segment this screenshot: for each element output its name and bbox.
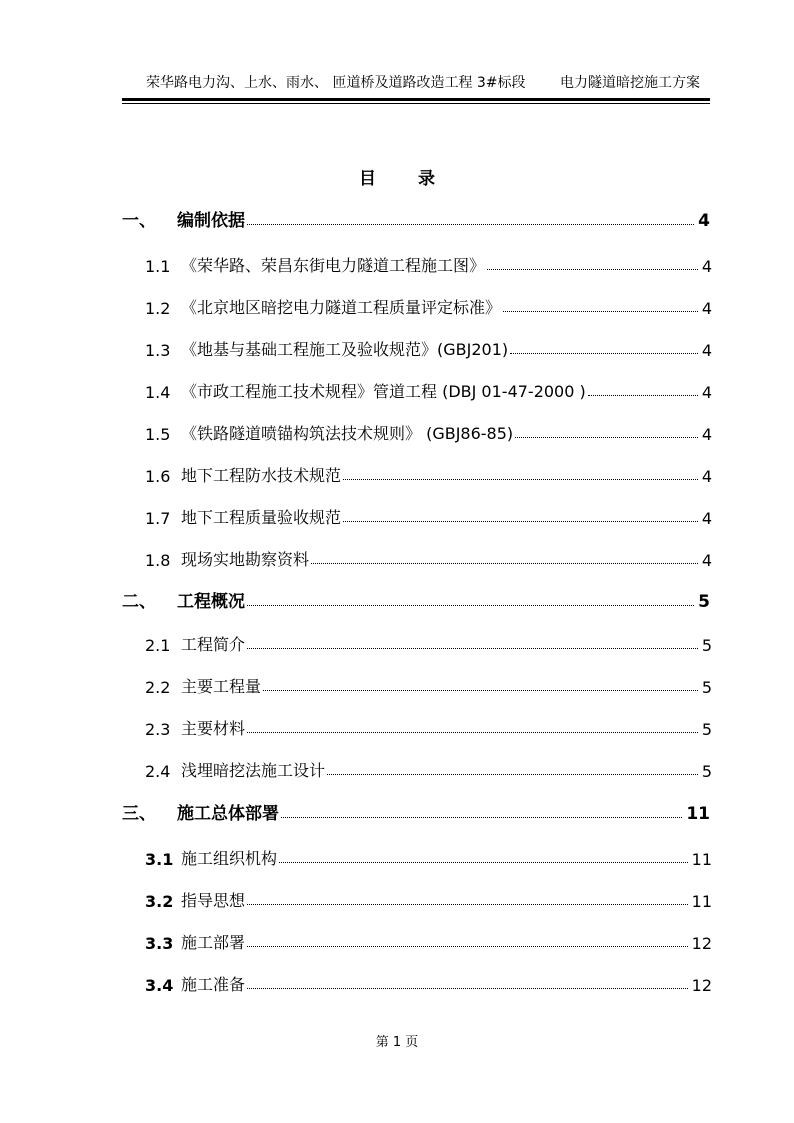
toc-entry-1-6[interactable]	[145, 462, 712, 486]
toc-entry-page: 5	[698, 592, 710, 612]
toc-entry-number: 一、	[122, 211, 156, 231]
toc-entry-title: 《铁路隧道喷锚构筑法技术规则》 (GBJ86-85)	[181, 424, 514, 443]
toc-entry-chapter-3[interactable]	[122, 800, 710, 824]
toc-leader-dots	[247, 732, 698, 733]
toc-entry-title: 《市政工程施工技术规程》管道工程 (DBJ 01-47-2000 )	[181, 382, 586, 401]
toc-entry-2-4[interactable]	[145, 757, 712, 781]
toc-entry-title: 《北京地区暗挖电力隧道工程质量评定标准》	[181, 298, 502, 317]
toc-entry-number: 3.1	[145, 850, 174, 869]
toc-entry-3-3[interactable]	[145, 929, 712, 953]
toc-leader-dots	[281, 817, 682, 818]
toc-entry-chapter-1[interactable]	[122, 207, 710, 231]
toc-entry-title: 地下工程防水技术规范	[181, 466, 342, 485]
header-project-name: 荣华路电力沟、上水、雨水、 匝道桥及道路改造工程 3#标段	[146, 75, 526, 91]
toc-entry-page: 11	[686, 804, 710, 824]
toc-entry-title: 地下工程质量验收规范	[181, 508, 342, 527]
toc-entry-page: 4	[701, 425, 712, 444]
page-header	[122, 72, 710, 92]
toc-entry-number: 2.4	[145, 762, 171, 781]
toc-entry-number: 三、	[122, 804, 156, 824]
toc-leader-dots	[343, 479, 698, 480]
toc-entry-page: 5	[701, 762, 712, 781]
toc-leader-dots	[327, 774, 698, 775]
toc-entry-1-8[interactable]	[145, 546, 712, 570]
toc-entry-title: 施工总体部署	[177, 804, 279, 824]
toc-entry-1-3[interactable]	[145, 336, 712, 360]
toc-entry-number: 2.1	[145, 636, 171, 655]
toc-entry-2-3[interactable]	[145, 715, 712, 739]
toc-entry-title: 《地基与基础工程施工及验收规范》(GBJ201)	[181, 340, 509, 359]
toc-leader-dots	[263, 690, 698, 691]
toc-entry-title: 浅埋暗挖法施工设计	[181, 761, 326, 780]
toc-entry-number: 3.4	[145, 976, 174, 995]
toc-entry-title: 编制依据	[177, 211, 245, 231]
toc-entry-page: 4	[701, 257, 712, 276]
toc-leader-dots	[247, 946, 688, 947]
toc-entry-number: 1.2	[145, 299, 171, 318]
toc-entry-number: 1.3	[145, 341, 171, 360]
toc-entry-page: 4	[701, 551, 712, 570]
toc-entry-number: 1.1	[145, 257, 171, 276]
toc-leader-dots	[247, 904, 688, 905]
toc-entry-chapter-2[interactable]	[122, 588, 710, 612]
page-number-footer: 第 1 页	[375, 1035, 419, 1050]
toc-entry-number: 1.4	[145, 383, 171, 402]
toc-entry-page: 12	[691, 934, 712, 953]
toc-title: 目 录	[359, 169, 453, 189]
toc-entry-number: 1.5	[145, 425, 171, 444]
toc-entry-number: 2.3	[145, 720, 171, 739]
toc-entry-title: 现场实地勘察资料	[181, 550, 310, 569]
toc-entry-title: 施工部署	[181, 933, 246, 952]
toc-entry-number: 1.8	[145, 551, 171, 570]
toc-entry-1-1[interactable]	[145, 252, 712, 276]
toc-entry-title: 主要工程量	[181, 677, 262, 696]
toc-entry-page: 5	[701, 720, 712, 739]
toc-entry-page: 5	[701, 636, 712, 655]
toc-entry-3-2[interactable]	[145, 887, 712, 911]
toc-leader-dots	[510, 353, 698, 354]
toc-entry-2-1[interactable]	[145, 631, 712, 655]
toc-entry-number: 3.2	[145, 892, 174, 911]
toc-entry-title: 施工准备	[181, 975, 246, 994]
toc-entry-page: 4	[701, 299, 712, 318]
header-rule-thick	[122, 98, 710, 101]
toc-entry-page: 11	[691, 892, 712, 911]
toc-entry-title: 《荣华路、荣昌东街电力隧道工程施工图》	[181, 256, 486, 275]
toc-entry-3-1[interactable]	[145, 845, 712, 869]
toc-entry-number: 二、	[122, 592, 156, 612]
toc-entry-2-2[interactable]	[145, 673, 712, 697]
toc-leader-dots	[503, 311, 698, 312]
toc-entry-1-7[interactable]	[145, 504, 712, 528]
toc-entry-number: 2.2	[145, 678, 171, 697]
toc-leader-dots	[247, 605, 694, 606]
toc-entry-number: 1.6	[145, 467, 171, 486]
toc-leader-dots	[487, 269, 698, 270]
toc-entry-1-4[interactable]	[145, 378, 712, 402]
toc-entry-title: 工程概况	[177, 592, 245, 612]
toc-entry-number: 3.3	[145, 934, 174, 953]
toc-entry-page: 4	[698, 211, 710, 231]
toc-entry-page: 5	[701, 678, 712, 697]
toc-leader-dots	[247, 648, 698, 649]
toc-leader-dots	[588, 395, 698, 396]
toc-entry-page: 4	[701, 383, 712, 402]
toc-leader-dots	[247, 988, 688, 989]
toc-entry-page: 11	[691, 850, 712, 869]
toc-entry-number: 1.7	[145, 509, 171, 528]
toc-entry-title: 主要材料	[181, 719, 246, 738]
toc-entry-page: 4	[701, 509, 712, 528]
toc-leader-dots	[247, 224, 694, 225]
toc-leader-dots	[279, 862, 688, 863]
toc-leader-dots	[311, 563, 698, 564]
toc-entry-title: 工程简介	[181, 635, 246, 654]
toc-entry-page: 4	[701, 467, 712, 486]
header-rule-thin	[122, 103, 710, 104]
toc-entry-1-2[interactable]	[145, 294, 712, 318]
toc-entry-1-5[interactable]	[145, 420, 712, 444]
toc-entry-3-4[interactable]	[145, 971, 712, 995]
toc-leader-dots	[515, 437, 698, 438]
header-document-title: 电力隧道暗挖施工方案	[560, 75, 700, 91]
toc-entry-title: 施工组织机构	[181, 849, 278, 868]
toc-entry-title: 指导思想	[181, 891, 246, 910]
toc-entry-page: 4	[701, 341, 712, 360]
toc-leader-dots	[343, 521, 698, 522]
toc-entry-page: 12	[691, 976, 712, 995]
